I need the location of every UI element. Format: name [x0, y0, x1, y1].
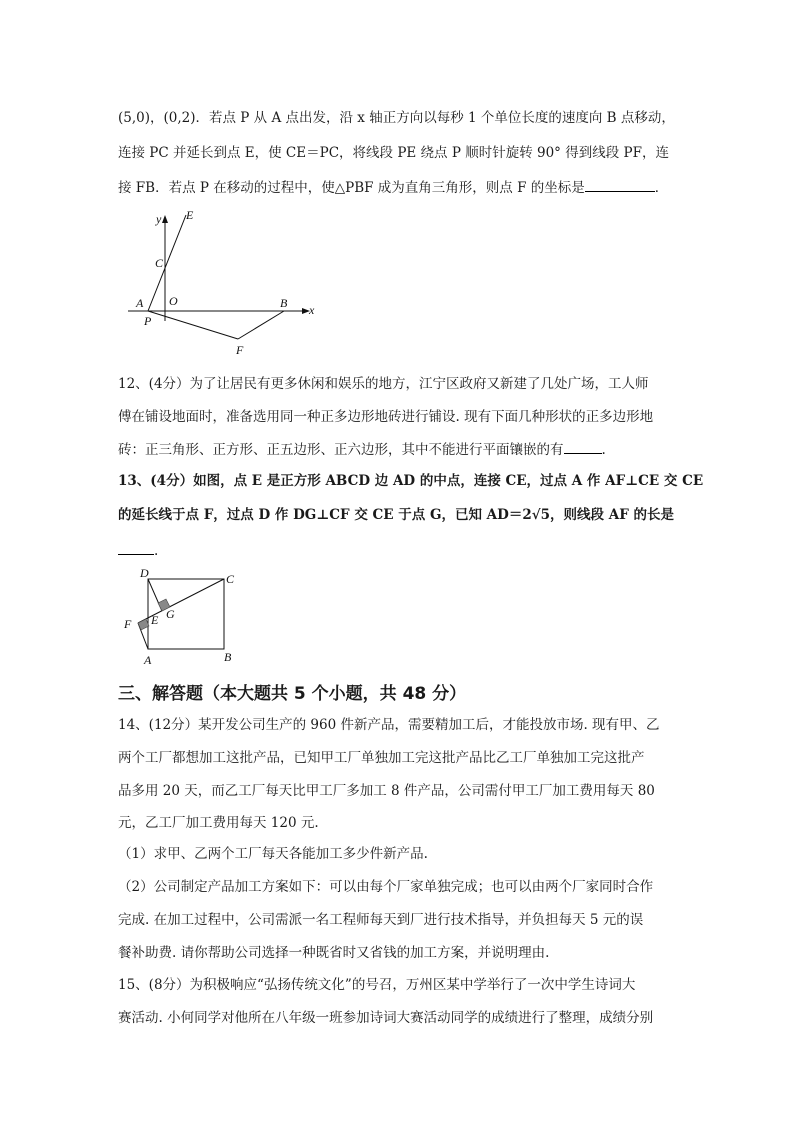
- p12-line-1: 12、(4分）为了让居民有更多休闲和娱乐的地方，江宁区政府又新建了几处广场，工人师: [118, 376, 649, 392]
- label-b: B: [280, 296, 288, 310]
- p12-line-3-end: .: [601, 442, 606, 458]
- segment-pe: [148, 215, 186, 311]
- p14-question-2-c: 餐补助费. 请你帮助公司选择一种既省时又省钱的加工方案，并说明理由.: [118, 945, 550, 961]
- p13-line-2: 的延长线于点 F，过点 D 作 DG⊥CF 交 CE 于点 G，已知 AD＝2√5，则线段 AF 的长是: [118, 507, 674, 523]
- label-b2: B: [224, 650, 232, 664]
- square-abcd: [148, 579, 224, 649]
- p12-line-2: 傅在铺设地面时，准备选用同一种正多边形地砖进行铺设. 现有下面几种形状的正多边形地: [118, 409, 654, 425]
- label-x: x: [309, 303, 315, 317]
- label-a: A: [136, 296, 144, 310]
- p14-line-3: 品多用 20 天，而乙工厂每天比甲工厂多加工 8 件产品，公司需付甲工厂加工费用每天 80: [118, 783, 655, 799]
- segment-fb: [238, 311, 284, 339]
- label-c: C: [155, 256, 164, 270]
- answer-blank-13[interactable]: [118, 540, 154, 555]
- p14-line-1: 14、(12分）某开发公司生产的 960 件新产品，需要精加工后，才能投放市场. 现有甲、乙: [118, 717, 660, 733]
- figure-coordinate-diagram: [120, 205, 330, 365]
- label-e2: E: [151, 613, 159, 627]
- p15-line-1: 15、(8分）为积极响应“弘扬传统文化”的号召，万州区某中学举行了一次中学生诗词大: [118, 977, 636, 993]
- label-e: E: [186, 208, 194, 222]
- p12-line-3-text: 砖：正三角形、正方形、正五边形、正六边形，其中不能进行平面镶嵌的有: [118, 442, 564, 458]
- label-o: O: [169, 294, 178, 308]
- p13-line-3-end: .: [154, 543, 159, 559]
- p13-line-1: 13、(4分）如图，点 E 是正方形 ABCD 边 AD 的中点，连接 CE，过点 A 作 AF⊥CE 交 CE: [118, 473, 704, 489]
- p14-question-2-b: 完成. 在加工过程中，公司需派一名工程师每天到厂进行技术指导，并负担每天 5 元的误: [118, 912, 644, 928]
- label-d: D: [140, 566, 149, 580]
- answer-blank-12[interactable]: [564, 439, 602, 454]
- figure-square-diagram: [118, 563, 248, 668]
- p11-line-2: 连接 PC 并延长到点 E，使 CE＝PC，将线段 PE 绕点 P 顺时针旋转 90° 得到线段 PF，连: [118, 145, 669, 161]
- p14-line-4: 元，乙工厂加工费用每天 120 元.: [118, 815, 319, 831]
- p14-line-2: 两个工厂都想加工这批产品，已知甲工厂单独加工完这批产品比乙工厂单独加工完这批产: [118, 750, 645, 766]
- answer-blank-11[interactable]: [585, 177, 655, 192]
- p12-line-3: [118, 439, 606, 460]
- label-p: P: [144, 314, 152, 328]
- p11-line-3-text: 接 FB．若点 P 在移动的过程中，使△PBF 成为直角三角形，则点 F 的坐标是: [118, 180, 585, 196]
- y-axis-arrow: [162, 215, 168, 223]
- p11-line-1: (5,0)，(0,2)．若点 P 从 A 点出发，沿 x 轴正方向以每秒 1 个单位长度的速度向 B 点移动，: [118, 110, 675, 126]
- segment-pf: [148, 311, 238, 339]
- p14-question-1: （1）求甲、乙两个工厂每天各能加工多少件新产品.: [118, 846, 428, 862]
- p11-line-3: [118, 177, 668, 198]
- section-3-heading: 三、解答题（本大题共 5 个小题，共 48 分）: [118, 684, 467, 704]
- label-a2: A: [144, 653, 152, 667]
- label-c2: C: [226, 572, 235, 586]
- label-y: y: [156, 212, 162, 226]
- p11-line-3-end: ．: [654, 180, 669, 196]
- label-f2: F: [124, 617, 132, 631]
- label-f: F: [236, 343, 244, 357]
- label-g: G: [166, 607, 175, 621]
- p15-line-2: 赛活动. 小何同学对他所在八年级一班参加诗词大赛活动同学的成绩进行了整理，成绩分别: [118, 1010, 654, 1026]
- p13-line-3: [118, 540, 158, 561]
- p14-question-2-a: （2）公司制定产品加工方案如下：可以由每个厂家单独完成；也可以由两个厂家同时合作: [118, 879, 654, 895]
